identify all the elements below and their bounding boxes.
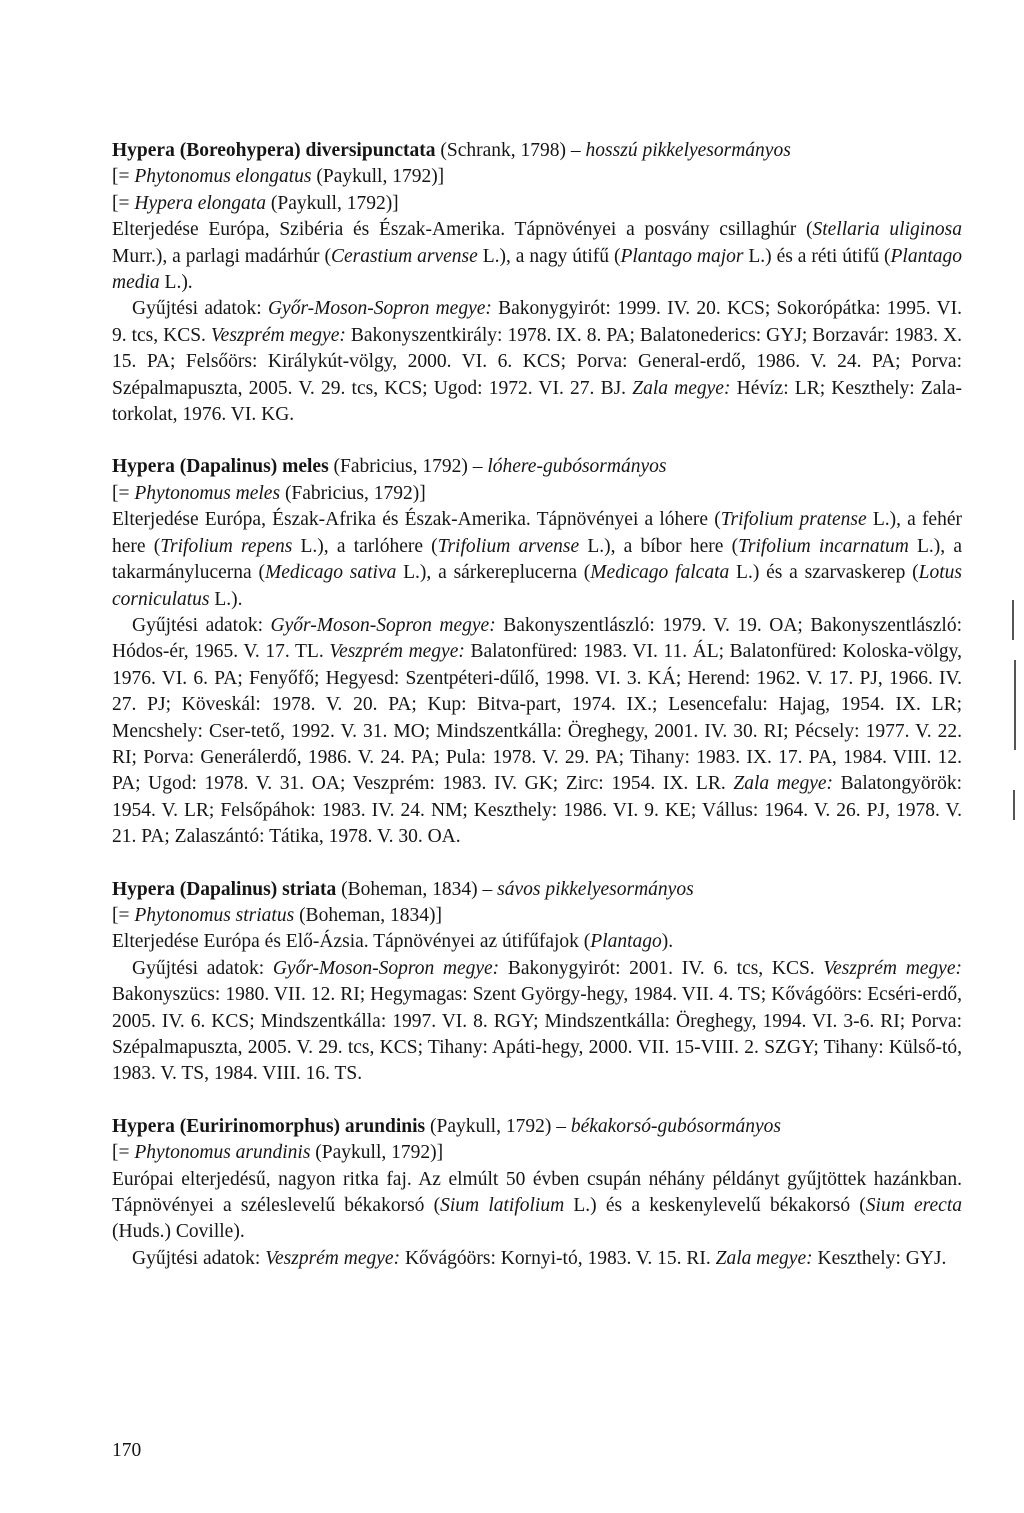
species-author: (Paykull, 1792) – [425, 1115, 571, 1137]
species-entry [112, 138, 962, 428]
common-name: sávos pikkelyesormányos [497, 878, 694, 900]
synonym-line: [= Phytonomus arundinis (Paykull, 1792)] [112, 1142, 444, 1164]
synonym-line: [= Phytonomus striatus (Boheman, 1834)] [112, 904, 443, 926]
species-entry [112, 1114, 962, 1272]
species-author: (Boheman, 1834) – [336, 878, 498, 900]
distribution-paragraph: Elterjedése Európa, Észak-Afrika és Észak-Amerika. Tápnövényei a lóhere (Trifolium pratense L.), a fehér here (Trifolium repens L.), a tarlóhere (Trifolium arvense L.), a bíbor here (Trifolium incarnatum L.), a takarmánylucerna (Medicago sativa L.), a sárkereplucerna (Medicago falcata L.) és a szarvaskerep (Lotus corniculatus L.). [112, 509, 963, 610]
page-number: 170 [112, 1440, 142, 1461]
species-name: Hypera (Dapalinus) meles [112, 456, 329, 478]
synonym-line: [= Hypera elongata (Paykull, 1792)] [112, 192, 399, 214]
common-name: lóhere-gubósormányos [487, 456, 667, 478]
distribution-paragraph: Elterjedése Európa és Elő-Ázsia. Tápnövényei az útifűfajok (Plantago). [112, 931, 674, 953]
scan-edge-mark [1012, 600, 1014, 640]
records-paragraph: Gyűjtési adatok: Győr-Moson-Sopron megye: Bakonyszentlászló: 1979. V. 19. OA; Bakonyszentlászló: Hódos-ér, 1965. V. 17. TL. Veszprém megye: Balatonfüred: 1983. VI. 11. ÁL; Balatonfüred: Koloska-völgy, 1976. VI. 6. PA; Fenyőfő; Hegyesd: Szentpéteri-dűlő, 1998. VI. 3. KÁ; Herend: 1962. V. 17. PJ, 1966. IV. 27. PJ; Köveskál: 1978. V. 20. PA; Kup: Bitva-part, 1974. IX.; Lesencefalu: Hajag, 1954. IX. LR; Mencshely: Cser-tető, 1992. V. 31. MO; Mindszentkálla: Öreghegy, 2001. IV. 30. RI; Pécsely: 1977. V. 22. RI; Porva: Generálerdő, 1986. V. 24. PA; Pula: 1978. V. 29. PA; Tihany: 1983. IX. 17. PA, 1984. VIII. 12. PA; Ugod: 1978. V. 31. OA; Veszprém: 1983. IV. GK; Zirc: 1954. IX. LR. Zala megye: Balatongyörök: 1954. V. LR; Felsőpáhok: 1983. IV. 24. NM; Keszthely: 1986. VI. 9. KE; Vállus: 1964. V. 26. PJ, 1978. V. 21. PA; Zalaszántó: Tátika, 1978. V. 30. OA. [112, 614, 962, 848]
species-author: (Schrank, 1798) – [435, 140, 586, 161]
records-paragraph: Gyűjtési adatok: Győr-Moson-Sopron megye: Bakonygyirót: 2001. IV. 6. tcs, KCS. Veszprém megye: Bakonyszücs: 1980. VII. 12. RI; Hegymagas: Szent György-hegy, 1984. VII. 4. TS; Kővágóörs: Ecséri-erdő, 2005. IV. 6. KCS; Mindszentkálla: 1997. VI. 8. RGY; Mindszentkálla: Öreghegy, 1994. VI. 3-6. RI; Porva: Szépalmapuszta, 2005. V. 29. tcs, KCS; Tihany: Apáti-hegy, 2000. VII. 15-VIII. 2. SZGY; Tihany: Külső-tó, 1983. V. TS, 1984. VIII. 16. TS. [112, 957, 962, 1085]
species-author: (Fabricius, 1792) – [328, 456, 488, 478]
species-entry [112, 877, 962, 1088]
species-name: Hypera (Boreohypera) diversipunctata [112, 140, 436, 161]
common-name: békakorsó-gubósormányos [570, 1115, 781, 1137]
scan-edge-mark [1014, 660, 1016, 750]
distribution-paragraph: Elterjedése Európa, Szibéria és Észak-Amerika. Tápnövényei a posvány csillaghúr (Stellaria uliginosa Murr.), a parlagi madárhúr (Cerastium arvense L.), a nagy útifű (Plantago major L.) és a réti útifű (Plantago media L.). [112, 219, 962, 294]
species-entry [112, 454, 962, 850]
species-name: Hypera (Euririnomorphus) arundinis [112, 1115, 426, 1137]
records-paragraph: Gyűjtési adatok: Győr-Moson-Sopron megye: Bakonygyirót: 1999. IV. 20. KCS; Sokorópátka: 1995. VI. 9. tcs, KCS. Veszprém megye: Bakonyszentkirály: 1978. IX. 8. PA; Balatonederics: GYJ; Borzavár: 1983. X. 15. PA; Felsőörs: Királykút-völgy, 2000. VI. 6. KCS; Porva: General-erdő, 1986. V. 24. PA; Porva: Szépalmapuszta, 2005. V. 29. tcs, KCS; Ugod: 1972. VI. 27. BJ. Zala megye: Hévíz: LR; Keszthely: Zala-torkolat, 1976. VI. KG. [112, 298, 962, 426]
scan-edge-mark [1013, 790, 1015, 820]
synonym-line: [= Phytonomus meles (Fabricius, 1792)] [112, 482, 426, 504]
records-paragraph: Gyűjtési adatok: Veszprém megye: Kővágóörs: Kornyi-tó, 1983. V. 15. RI. Zala megye: Keszthely: GYJ. [132, 1247, 947, 1269]
distribution-paragraph: Európai elterjedésű, nagyon ritka faj. Az elmúlt 50 évben csupán néhány példányt gyűjtöttek hazánkban. Tápnövényei a széleslevelű békakorsó (Sium latifolium L.) és a keskenylevelű békakorsó (Sium erecta (Huds.) Coville). [112, 1168, 963, 1243]
page-body [112, 138, 962, 1298]
species-name: Hypera (Dapalinus) striata [112, 878, 337, 900]
common-name: hosszú pikkelyesormányos [585, 140, 791, 161]
synonym-line: [= Phytonomus elongatus (Paykull, 1792)] [112, 166, 445, 188]
